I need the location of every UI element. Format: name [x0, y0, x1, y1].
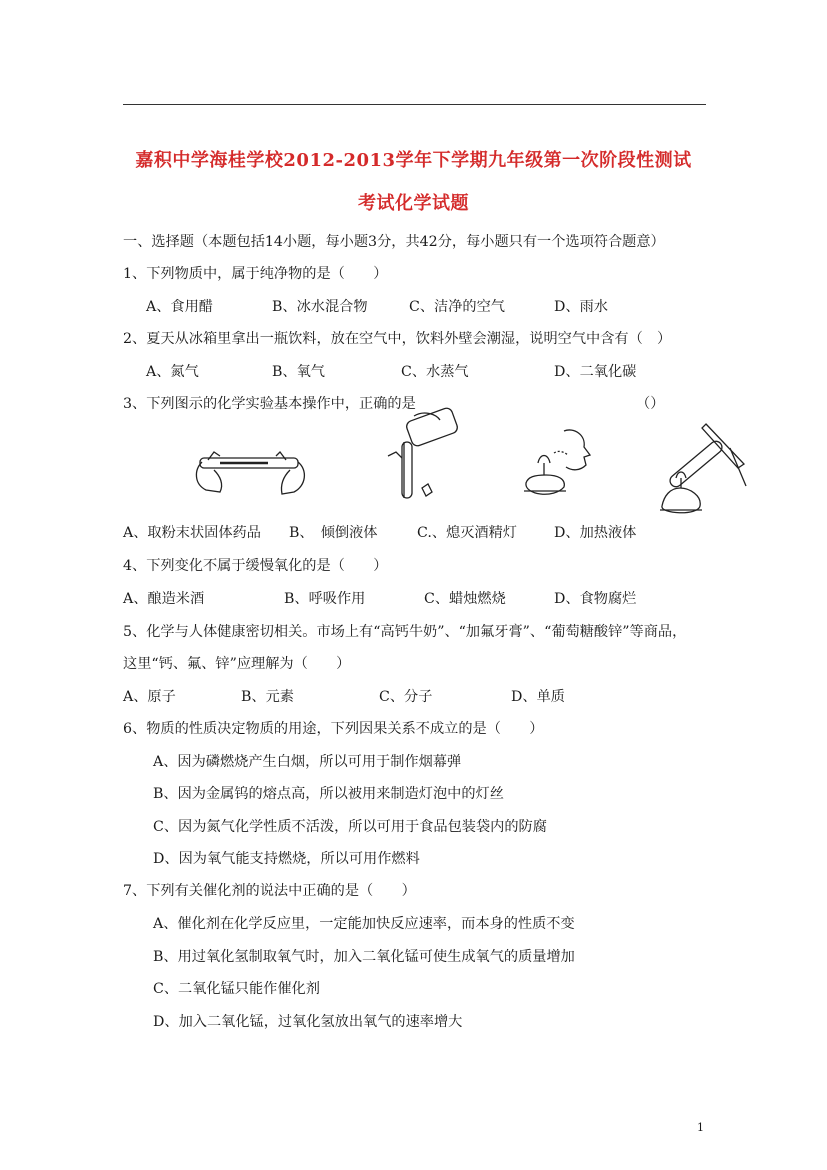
- q6-option-d: D、因为氧气能支持燃烧，所以可用作燃料: [153, 851, 420, 867]
- question-4-stem: 4、下列变化不属于缓慢氧化的是（ ）: [123, 558, 388, 574]
- q3-option-a: A、取粉末状固体药品: [123, 525, 261, 541]
- q6-option-a: A、因为磷燃烧产生白烟，所以可用于制作烟幕弹: [153, 754, 462, 770]
- q7-option-c: C、二氧化锰只能作催化剂: [153, 981, 320, 997]
- q4-option-c: C、蜡烛燃烧: [424, 591, 506, 607]
- question-5-stem: 5、化学与人体健康密切相关。市场上有“高钙牛奶”、“加氟牙膏”、“葡萄糖酸锌”等商品，: [123, 624, 687, 640]
- q2-option-d: D、二氧化碳: [554, 364, 637, 380]
- q7-option-d: D、加入二氧化锰，过氧化氢放出氧气的速率增大: [153, 1014, 463, 1030]
- q2-option-b: B、氧气: [272, 364, 325, 380]
- q7-option-a: A、催化剂在化学反应里，一定能加快反应速率，而本身的性质不变: [153, 916, 575, 932]
- question-1-stem: 1、下列物质中，属于纯净物的是（ ）: [123, 266, 388, 282]
- question-7-stem: 7、下列有关催化剂的说法中正确的是（ ）: [123, 883, 416, 899]
- header-rule: [123, 104, 706, 105]
- question-3-stem: 3、下列图示的化学实验基本操作中，正确的是: [123, 396, 416, 412]
- q3-option-b: B、 倾倒液体: [289, 525, 378, 541]
- q4-option-d: D、食物腐烂: [554, 591, 637, 607]
- figure-b-pouring: [378, 408, 468, 508]
- q3-option-d: D、加热液体: [554, 525, 637, 541]
- figure-a-powder: [190, 440, 310, 500]
- exam-title-line2: 考试化学试题: [358, 193, 469, 214]
- q5-option-a: A、原子: [123, 689, 176, 705]
- q4-option-a: A、酿造米酒: [123, 591, 205, 607]
- question-2-stem: 2、夏天从冰箱里拿出一瓶饮料，放在空气中，饮料外壁会潮湿，说明空气中含有（ ）: [123, 331, 672, 347]
- q2-option-a: A、氮气: [146, 364, 199, 380]
- q1-option-a: A、食用醋: [146, 299, 213, 315]
- question-6-stem: 6、物质的性质决定物质的用途，下列因果关系不成立的是（ ）: [123, 721, 544, 737]
- q1-option-d: D、雨水: [554, 299, 608, 315]
- question-3-answer-paren: （）: [636, 396, 665, 412]
- q6-option-b: B、因为金属钨的熔点高，所以被用来制造灯泡中的灯丝: [153, 786, 504, 802]
- q5-option-d: D、单质: [511, 689, 565, 705]
- q7-option-b: B、用过氧化氢制取氧气时，加入二氧化锰可使生成氧气的质量增加: [153, 949, 575, 965]
- q5-option-b: B、元素: [241, 689, 294, 705]
- q1-option-b: B、冰水混合物: [272, 299, 368, 315]
- q3-option-c: C.、熄灭酒精灯: [417, 525, 517, 541]
- q4-option-b: B、呼吸作用: [284, 591, 366, 607]
- page-number: 1: [697, 1121, 704, 1134]
- q6-option-c: C、因为氮气化学性质不活泼，所以可用于食品包装袋内的防腐: [153, 819, 547, 835]
- q1-option-c: C、洁净的空气: [409, 299, 505, 315]
- q2-option-c: C、水蒸气: [401, 364, 469, 380]
- section-heading: 一、选择题（本题包括14小题，每小题3分，共42分，每小题只有一个选项符合题意）: [123, 234, 665, 250]
- figure-d-heating-liquid: [656, 418, 756, 518]
- figure-c-blowing-lamp: [514, 425, 604, 503]
- question-5-stem-line2: 这里“钙、氟、锌”应理解为（ ）: [123, 656, 351, 672]
- exam-title-line1: 嘉积中学海桂学校2012-2013学年下学期九年级第一次阶段性测试: [135, 150, 692, 171]
- q5-option-c: C、分子: [379, 689, 433, 705]
